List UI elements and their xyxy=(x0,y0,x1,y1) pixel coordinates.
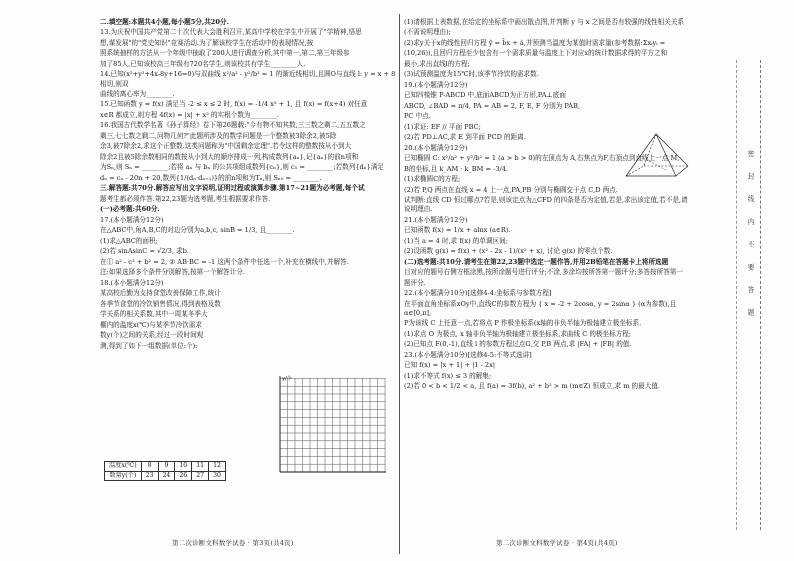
right-column xyxy=(404,18,690,393)
text-line: 注:如果选择多个条件分别解答,按第一个解答计分. xyxy=(100,268,245,277)
text-line: 曲线的离心率为________. xyxy=(100,90,175,98)
text-line: (1)请根据上表数据,在给定的坐标系中画出散点图,并判断 y 与 x 之间是否有较强的线性相关关系 xyxy=(404,18,684,26)
text-line: 数y(个)之间的关系,经过一段时间观 xyxy=(100,331,204,340)
text-line: (2)求y关于x的线性回归方程 ŷ = b̂x + â,并预测当温度为某值时需求量(参考数据:Σxᵢyᵢ = xyxy=(404,38,666,47)
column-divider xyxy=(399,14,400,554)
q18-data-table-wrap xyxy=(104,459,226,481)
text-line: 已知函数 f(x) = 1/x + alnx (a∈R). xyxy=(404,226,511,235)
text-line: 二.填空题:本题共4小题,每小题5分,共20分. xyxy=(100,18,229,26)
pyramid-figure xyxy=(620,130,692,192)
text-line: 14.已知(x²+y²+4x-8y+16=0)与双曲线 x²/a² - y²/b² = 1 的渐近线相切,且圆O与直线 l: y = x + 8 相切,则双 xyxy=(100,70,396,88)
text-line: 最小,求出直线l的方程; xyxy=(404,59,470,68)
text-line: (1)求点 O 为极点, x 轴非负半轴为极轴建立极坐标系,求曲线 C 的极坐标方程; xyxy=(404,329,632,338)
text-line: (2)若 PD⊥AC,求 E 到平面 PCD 的距离. xyxy=(404,133,526,142)
q18-data-table xyxy=(104,461,226,481)
text-line: (不需说明理由); xyxy=(404,28,451,37)
text-line: PC 中点. xyxy=(404,112,431,121)
y-axis-label: y/个 xyxy=(282,376,292,382)
table-cell: 12 xyxy=(209,462,226,472)
binding-margin-text: 密 封 线 内 不 要 答 题 xyxy=(746,150,754,323)
scatter-grid-figure xyxy=(272,372,390,482)
text-line: 题考生都必须作答.第22,23题为选考题,考生根据要求作答. xyxy=(100,194,271,203)
text-line: 已知椭圆 C: x²/a² + y²/b² = 1 (a > b > 0)的左顶点为 A,右焦点为F,右顶点到直线上一点 M, xyxy=(404,154,680,163)
table-cell: 26 xyxy=(175,471,192,481)
table-row xyxy=(105,471,226,481)
footer-right: 第二次诊断文科数学试卷 · 第4页(共4页) xyxy=(496,539,618,547)
text-line: 16.我国古代数学名著《孙子算经》卷下第26题载:"今有物不知其数,三三数之剩二,五五数之 xyxy=(100,121,366,130)
text-line: (2)已知点 F(0,-1),直线 l 的参数方程过点G,交 P,B 两点,求 |FA| + |FB| 的值. xyxy=(404,340,632,349)
text-line: (1)求椭圆C的方程; xyxy=(404,175,461,184)
text-line: 棚内的温度x(℃)与某季节冷饮需求 xyxy=(100,320,202,329)
table-cell: 27 xyxy=(192,471,209,481)
text-line: x∈R 都成立,则方程 4f(x) = |x| + x² 的实根个数为________. xyxy=(100,110,279,119)
text-line: 18.(本小题满分12分) xyxy=(100,278,164,287)
text-line: 想,谋发展"的"党史知识"竞赛活动.为了解该校学生在活动中的表现情况,按 xyxy=(100,38,314,47)
text-line: 学关系的相关系数,其中一周某冬季大 xyxy=(100,310,208,319)
text-line: (二)选考题:共10分.请考生在第22,23题中选定一题作答,并用2B铅笔在答题卡上将所选题 xyxy=(404,257,669,266)
text-line: 在① a² - c² + b² = 2, ② AB·BC = -1 这两个条件中任选一个,补充在横线中,并解答. xyxy=(100,257,349,266)
text-line: 23.(本小题满分10分)[选修4-5:不等式选讲] xyxy=(404,350,532,359)
text-line: 17.(本小题满分12分) xyxy=(100,215,164,224)
text-line: (1)求△ABC的面积; xyxy=(100,236,158,245)
text-line: P为该线 C 上任意一点,若将点 P 作极坐标系(x轴的非负半轴为极轴建立极坐标系. xyxy=(404,319,642,328)
table-row xyxy=(105,462,226,472)
text-line: 试判断:直线 CD 恒过哪点?若是,则该定点为△CFD 的四条是否为定值,若是,求出该定值,若不是,请说明理由. xyxy=(404,196,688,214)
text-line: 20.(本小题满分12分) xyxy=(404,143,468,152)
text-line: 目对应的题号右侧方框涂黑,按所涂题号进行评分;不涂,多涂均按所答第一题评分;多答按所答第一 xyxy=(404,268,683,277)
table-cell: 24 xyxy=(158,471,175,481)
table-cell: 9 xyxy=(158,462,175,472)
binding-line xyxy=(760,60,762,530)
table-cell: 30 xyxy=(209,471,226,481)
text-line: 已知四棱锥 P-ABCD 中,底面ABCD为正方形,PA⊥底面 xyxy=(404,91,566,100)
table-cell: 8 xyxy=(141,462,158,472)
text-line: (一)必考题:共60分. xyxy=(100,205,160,214)
table-cell: 温度x(℃) xyxy=(105,462,142,472)
text-line: 13.为庆祝中国共产党第二十次代表大会胜利召开,某高中学校在学生中开展了"学精神,悟思 xyxy=(100,28,362,37)
text-line: 19.(本小题满分12分) xyxy=(404,80,468,89)
footer-left: 第二次诊断文科数学试卷 · 第3页(共4页) xyxy=(172,539,294,547)
text-line: (2)若 0 < b < 1/2 < a, 且 f(a) = 3f(b), a² + b² > m (m∈Z) 恒成立,求 m 的最大值. xyxy=(404,382,661,391)
table-cell: 数量y(个) xyxy=(105,471,142,481)
text-line: (2)若 P,Q 两点在直线 x = 4 上一点,PA,PB 分别与椭圆交于点 C,D 两点. xyxy=(404,185,618,194)
text-line: 测,得到了如下一组数据(单位:个): xyxy=(100,341,198,350)
text-line: 加了85人,已知该校高三年级有720名学生,则该校共有学生________人. xyxy=(100,59,306,68)
text-line: 为Sₙ,则 Sₙ = ________;若将 aₙ 与 bₙ 的公共项组成数列{cₙ},则 c₅ = ________;若数列{dₙ}满足 xyxy=(100,163,385,172)
binding-line-inner xyxy=(736,60,738,530)
text-line: 已知 f(x) = |x + 1| + |1 - 2x| xyxy=(404,361,496,370)
text-line: (2)若 sinAsinC = √2/3, 求b. xyxy=(100,247,189,256)
table-cell: 23 xyxy=(141,471,158,481)
left-column xyxy=(100,18,396,352)
text-line: (3)试预测温度为15℃时,该季节冷饮的需求数. xyxy=(404,70,539,79)
text-line: (1)当 a = 4 时,求 f(x) 的单调区间; xyxy=(404,236,508,245)
table-cell: 10 xyxy=(175,462,192,472)
text-line: (1)求证: EF // 平面 PBC; xyxy=(404,122,481,131)
text-line: 21.(本小题满分12分) xyxy=(404,215,468,224)
text-line: 剩三,七七数之剩二,问物几何?"此题所涉及的数学问题是一个整数被3除余2,被5除 xyxy=(100,131,337,140)
text-line: 在△ABC中,角A,B,C的对边分别为a,b,c, sinB = 1/3, 且________. xyxy=(100,226,295,235)
text-line: 各季节食堂的冷饮销售情况,得到表格及数 xyxy=(100,299,221,308)
text-line: (2)设函数 g(x) = f(x) + (x² - 2x - 1)/(x² + x), 讨论 g(x) 的零点个数. xyxy=(404,247,613,256)
text-line: B的坐标,且 k_AM · k_BM = -3/4. xyxy=(404,164,509,173)
text-line: 余3,被7除余2,求这个正整数.这类问题称为"中国剩余定理".若令这样的整数按从小到大 xyxy=(100,142,352,151)
table-cell: 11 xyxy=(192,462,209,472)
text-line: 15.已知函数 y = f(x) 满足当 -2 ≤ x ≤ 2 时, f(x) = -1/4 x² + 1, 且 f(x) = f(x+4) 对任意 xyxy=(100,100,368,109)
text-line: 三.解答题:共70分.解答应写出文字说明,证明过程或演算步骤.第17~21题为必考题,每个试 xyxy=(100,184,365,193)
text-line: 题评分. xyxy=(404,278,426,287)
text-line: 照系统抽样的方法从一个年级中抽取了200人进行调查分析,其中第一,第二,第三年级参 xyxy=(100,49,350,58)
text-line: 除余2且被5除余数相同的数按从小到大的顺序排成一列,构成数列{aₙ},记{aₙ}的前n项和 xyxy=(100,152,359,161)
text-line: (1)求不等式 f(x) ≤ 3 的解集; xyxy=(404,371,492,380)
text-line: 在平面直角坐标系xOy中,直线C的参数方程为 { x = -2 + 2cosα, y = 2sinα } (α为参数),且α∈[0,π], xyxy=(404,299,677,317)
text-line: (10,26)),且回归方程至少包含有一个需求质量与温度上下对应x的统计数据求得的平方之和 xyxy=(404,49,668,58)
text-line: 某高校后勤为支持食堂改善保障工作,统计 xyxy=(100,289,221,298)
text-line: dₙ = cₙ - 20n + 20,数列{1/(dₙ·dₙ₊₁)}的前n项和为Tₙ,则 Sₙ₀ = ________. xyxy=(100,173,322,182)
text-line: 22.(本小题满分10分)[选修4-4:坐标系与参数方程] xyxy=(404,289,552,298)
text-line: ABCD, ∠BAD = π/4, PA = AB = 2, F, E, F 分别为 PAB, xyxy=(404,101,580,110)
